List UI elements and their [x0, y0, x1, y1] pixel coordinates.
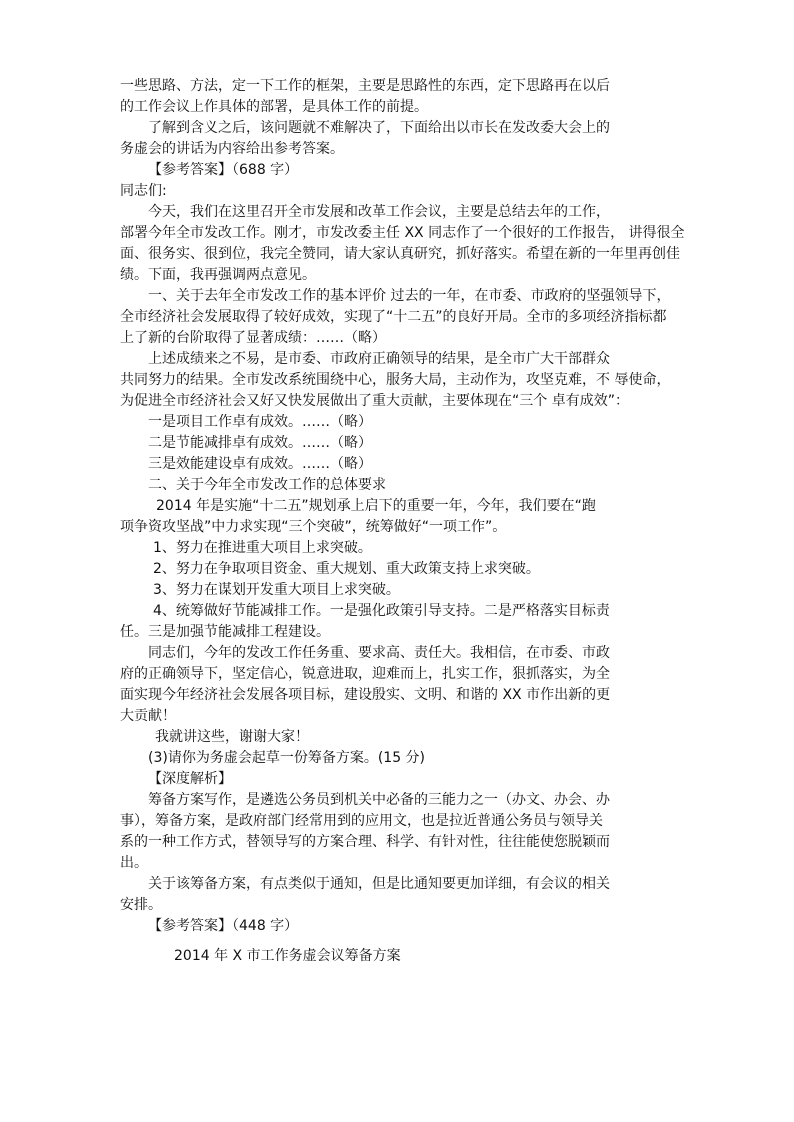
text-line: 为促进全市经济社会又好又快发展做出了重大贡献，主要体现在“三个 卓有成效”： [120, 393, 629, 409]
text-line: 共同努力的结果。全市发改系统围绕中心，服务大局，主动作为，攻坚克难，不 辱使命， [120, 372, 671, 388]
text-line: 筹备方案写作，是遴选公务员到机关中必备的三能力之一（办文、办会、办 [148, 792, 610, 808]
section-heading: 一、关于去年全市发改工作的基本评价 过去的一年，在市委、市政府的坚强领导下， [148, 288, 671, 304]
text-line: 2014 年是实施“十二五”规划承上启下的重要一年，今年，我们要在“跑 [156, 498, 596, 514]
text-line: 全市经济社会发展取得了较好成效，实现了“十二五”的良好开局。全市的多项经济指标都 [120, 309, 667, 325]
analysis-heading: 【深度解析】 [148, 771, 232, 787]
list-item: 三是效能建设卓有成效。……（略） [148, 456, 372, 472]
text-line: 安排。 [120, 897, 162, 913]
text-line: 大贡献！ [120, 708, 176, 724]
question-line: (3)请你为务虚会起草一份筹备方案。(15 分) [148, 750, 426, 766]
list-item: 二是节能减排卓有成效。……（略） [148, 435, 372, 451]
list-item: 一是项目工作卓有成效。……（略） [148, 414, 372, 430]
answer-heading: 【参考答案】（688 字） [148, 162, 299, 178]
text-line: 项争资攻坚战”中力求实现“三个突破”，统筹做好“一项工作”。 [120, 519, 507, 535]
text-line: 的工作会议上作具体的部署，是具体工作的前提。 [120, 99, 428, 115]
text-line: 面、很务实、很到位，我完全赞同，请大家认真研究，抓好落实。希望在新的一年里再创佳 [120, 246, 680, 262]
text-line: 了解到含义之后，该问题就不难解决了，下面给出以市长在发改委大会上的 [148, 120, 610, 136]
list-item: 2、努力在争取项目资金、重大规划、重大政策支持上求突破。 [153, 561, 540, 577]
list-item: 1、努力在推进重大项目上求突破。 [153, 540, 372, 556]
text-line: 上述成绩来之不易，是市委、市政府正确领导的结果，是全市广大干部群众 [148, 351, 610, 367]
text-line: 今天，我们在这里召开全市发展和改革工作会议，主要是总结去年的工作， [148, 204, 610, 220]
list-item: 4、统筹做好节能减排工作。一是强化政策引导支持。二是严格落实目标责 [153, 603, 610, 619]
text-line: 关于该筹备方案，有点类似于通知，但是比通知要更加详细，有会议的相关 [148, 876, 610, 892]
text-line: 务虚会的讲话为内容给出参考答案。 [120, 141, 344, 157]
section-heading: 二、关于今年全市发改工作的总体要求 [148, 477, 386, 493]
plan-title: 2014 年 X 市工作务虚会议筹备方案 [174, 948, 401, 964]
answer-heading: 【参考答案】（448 字） [148, 918, 299, 934]
list-item: 3、努力在谋划开发重大项目上求突破。 [153, 582, 400, 598]
text-line: 同志们，今年的发改工作任务重、要求高、责任大。我相信，在市委、市政 [148, 645, 610, 661]
text-line: 出。 [120, 855, 148, 871]
text-line: 绩。下面，我再强调两点意见。 [120, 267, 316, 283]
text-line: 任。三是加强节能减排工程建设。 [120, 624, 330, 640]
text-line: 部署今年全市发改工作。刚才，市发改委主任 XX 同志作了一个很好的工作报告， 讲得很全 [120, 225, 685, 241]
text-line: 府的正确领导下，坚定信心，锐意进取，迎难而上，扎实工作，狠抓落实，为全 [120, 666, 610, 682]
text-line: 上了新的台阶取得了显著成绩：……（略） [120, 330, 386, 346]
text-line: 面实现今年经济社会发展各项目标，建设殷实、文明、和谐的 XX 市作出新的更 [120, 687, 611, 703]
text-line: 事），筹备方案，是政府部门经常用到的应用文，也是拉近普通公务员与领导关 [120, 813, 603, 829]
text-line: 一些思路、方法，定一下工作的框架，主要是思路性的东西，定下思路再在以后 [120, 78, 610, 94]
text-line: 同志们: [120, 183, 167, 199]
text-line: 我就讲这些，谢谢大家！ [155, 729, 309, 745]
text-line: 系的一种工作方式，替领导写的方案合理、科学、有针对性，往往能使您脱颖而 [120, 834, 610, 850]
